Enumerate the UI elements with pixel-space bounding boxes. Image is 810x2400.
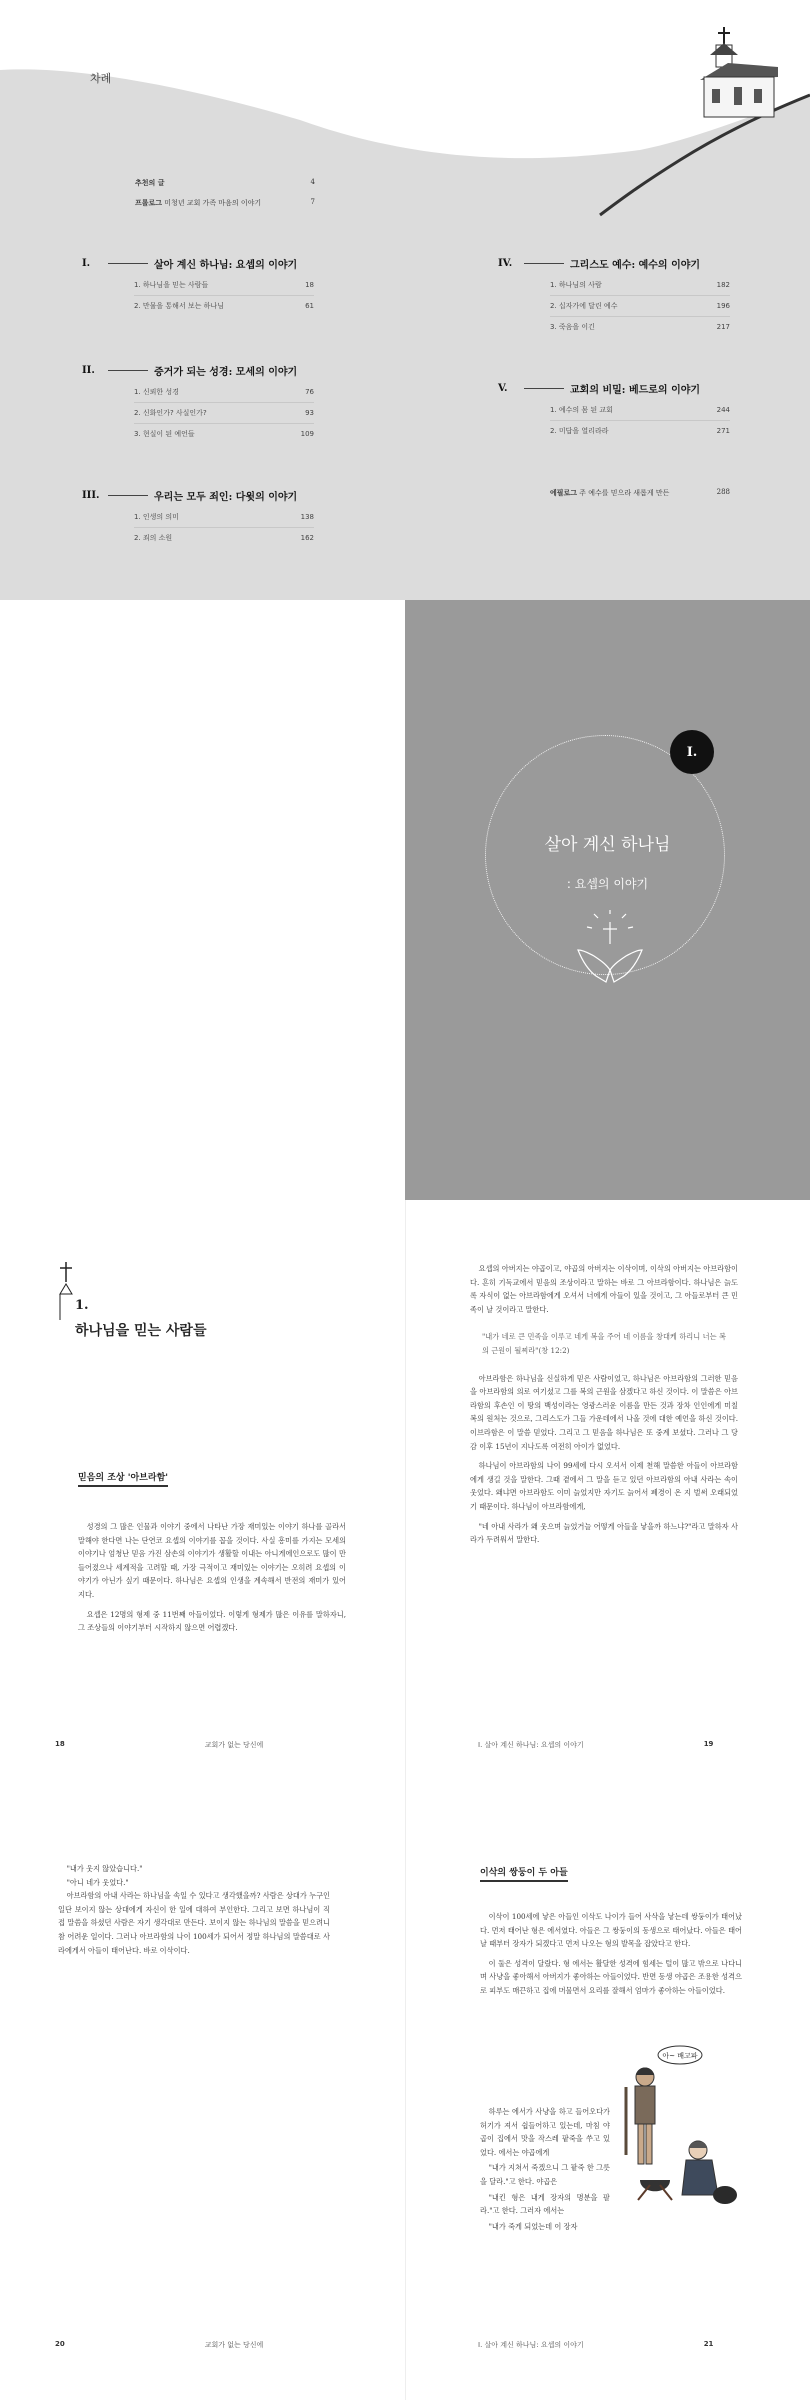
chapter-cover-title: 살아 계신 하나님: [544, 835, 671, 855]
toc-item-page: 217: [716, 323, 730, 331]
book-spread-20-21: [0, 1800, 810, 2400]
chapter-number: 1.: [75, 1298, 89, 1313]
praying-hands-icon: [570, 910, 650, 990]
toc-preface-label: 추천의 글: [135, 178, 165, 187]
toc-item-label: 2. 미답을 열리라라: [550, 427, 609, 435]
toc-epilogue-page: 288: [716, 488, 730, 496]
toc-part-num: IV.: [498, 257, 513, 269]
book-spread-18-19: [0, 1200, 810, 1800]
dialogue-line: "내가 웃지 않았습니다.": [66, 1864, 143, 1873]
toc-part-num: V.: [498, 382, 508, 394]
toc-part-rule: [108, 495, 148, 496]
running-title: 교회가 없는 당신에: [204, 2341, 264, 2349]
chapter-cover-spread: [0, 600, 810, 1200]
toc-part-head: [498, 255, 730, 271]
page-number: 21: [703, 2340, 714, 2348]
running-title: 교회가 없는 당신에: [204, 1741, 264, 1749]
paragraph: 성경의 그 많은 인물과 이야기 중에서 나타난 가장 재미있는 이야기 하나를 골라서 말해야 한다면 나는 단연코 요셉의 이야기를 꼽을 것이다. 사실 흥미를 가지는 모세의 이야기나 엄청난 믿음 가진 삼손의 이야기가 생활할 이내는 아니게에인으로도 많이 만들어졌으나 세계적을 고려할 때, 가장 극적이고 재미있는 이야기는 오히려 요셉의 이야기가 아닌가 싶기 때문이다. 하나님은 요셉의 인생을 계속해서 반전의 재미가 있어지다.: [78, 1522, 346, 1599]
toc-item[interactable]: [134, 275, 314, 296]
toc-item[interactable]: [134, 528, 314, 549]
paragraph: 아브라함의 아내 사라는 하나님을 속일 수 있다고 생각했을까? 사람은 상대가 누구인 일단 보이지 않는 상대에게 자신이 한 일에 대하여 부인한다. 그리고 보면 하나님이 직접 말씀을 하셨던 사람은 자기 생각대로 만든다. 보이지 않는 하나님의 말씀을 믿으려니 참 어려운 일이다. 그러나 아브라함의 나이 100세가 되어서 정말 하나님의 말씀대로 사라에게서 아들이 태어난다. 바로 이삭이다.: [58, 1891, 330, 1955]
toc-item-page: 196: [716, 302, 730, 310]
toc-item-label: 1. 인생의 의미: [134, 513, 179, 521]
toc-prologue-label: 프롤로그: [135, 198, 163, 207]
toc-preface-page: 4: [310, 178, 315, 186]
toc-epilogue-labelgroup: [550, 488, 669, 498]
toc-item[interactable]: [134, 424, 314, 445]
esau-jacob-illustration: [600, 2045, 740, 2215]
toc-item-page: 271: [716, 427, 730, 435]
page-number: 19: [703, 1740, 714, 1748]
section-subhead: 믿음의 조상 '아브라함': [78, 1470, 168, 1487]
toc-item-label: 3. 죽음을 이긴: [550, 323, 595, 331]
chapter-title: 하나님을 믿는 사람들: [75, 1323, 207, 1339]
toc-item[interactable]: [134, 382, 314, 403]
toc-part-rule: [108, 263, 148, 264]
toc-item-label: 1. 하나님의 사람: [550, 281, 602, 289]
toc-item[interactable]: [550, 275, 730, 296]
paragraph: 이 둘은 성격이 달랐다. 형 에서는 활달한 성격에 힘세는 털이 많고 밖으로 나다니며 사냥을 좋아해서 아버지가 좋아하는 아들이었다. 반면 동생 야곱은 조용한 성격으로 피부도 매끈하고 집에 머물면서 요리를 잘해서 엄마가 좋아하는 아들이었다.: [480, 1958, 742, 1995]
paragraph: 하나님이 아브라함의 나이 99세에 다시 오셔서 이제 천해 말씀한 아들이 아브라함에게 생길 것을 말한다. 그때 곁에서 그 말을 듣고 있던 아브라함의 아내 사라는 속이 웃었다. 왜냐면 아브라함도 이미 늙었지만 자기도 늙어서 폐경이 온 지 벌써 오래되었기 때문이다. 하나님이 아브라함에게,: [470, 1461, 738, 1511]
toc-item[interactable]: [550, 317, 730, 338]
scripture-quote: "내가 네로 큰 민족을 이루고 네게 복을 주어 네 이름을 창대케 하리니 너는 복의 근원이 될찌라"(창 12:2): [482, 1332, 726, 1355]
toc-part-title: 증거가 되는 성경: 모세의 이야기: [154, 366, 298, 378]
toc-item-page: 138: [300, 513, 314, 521]
paragraph: 이삭이 100세에 낳은 아들인 이삭도 나이가 들어 사삭을 낳는데 쌍둥이가 태어났다. 먼저 태어난 형은 에서였다. 아들은 그 쌍둥이의 동생으로 태어났다. 아들은 태어날 때부터 장자가 되겠다고 먼저 나오는 형의 발목을 잡았다고 한다.: [480, 1912, 742, 1949]
body-text-right-narrow: [480, 2105, 610, 2235]
toc-part-rule: [108, 370, 148, 371]
toc-item-page: 61: [305, 302, 314, 310]
toc-item-page: 182: [716, 281, 730, 289]
body-text-left: [58, 1862, 330, 1963]
footer-left: [55, 2340, 263, 2350]
dialogue-line: "아니 네가 웃었다.": [66, 1877, 129, 1887]
body-text-right: [470, 1262, 738, 1553]
chapter-cover-subtitle: : 요셉의 이야기: [566, 877, 649, 891]
toc-part-title: 그리스도 예수: 예수의 이야기: [570, 259, 701, 271]
toc-part-rule: [524, 388, 564, 389]
toc-preface-row[interactable]: [135, 178, 315, 188]
toc-part-2[interactable]: [82, 362, 314, 445]
toc-item-page: 244: [716, 406, 730, 414]
toc-part-num: III.: [82, 489, 100, 501]
paragraph: "네 아내 사라가 왜 웃으며 늙었거늘 어떻게 아들을 낳을까 하느냐?"라고 말하자 사라가 두려워서 말한다.: [470, 1521, 738, 1545]
paragraph: 요셉은 12명의 형제 중 11번째 아들이었다. 이렇게 형제가 많은 이유를 말하자니, 그 조상들의 이야기부터 시작하지 않으면 어렵겠다.: [78, 1609, 346, 1633]
toc-part-5[interactable]: [498, 380, 730, 442]
footer-left: [55, 1740, 263, 1750]
toc-item-label: 1. 하나님을 믿는 사람들: [134, 281, 209, 289]
toc-part-num: I.: [82, 257, 91, 269]
toc-part-rule: [524, 263, 564, 264]
running-title: I. 살아 계신 하나님: 요셉의 이야기: [478, 2341, 584, 2349]
toc-part-items: [134, 507, 314, 549]
speech-bubble-text: 아~ 배고파: [662, 2052, 698, 2060]
toc-item-page: 18: [305, 281, 314, 289]
gutter: [405, 1200, 406, 1800]
body-text-right: [480, 1910, 742, 2004]
toc-part-items: [134, 275, 314, 317]
toc-epilogue-sub: 주 예수를 믿으라 새롭게 만든: [579, 489, 670, 497]
toc-part-3[interactable]: [82, 487, 314, 549]
chapter-cover-panel: [405, 600, 810, 1200]
toc-item-label: 2. 신화인가? 사실인가?: [134, 409, 207, 417]
section-subhead: 이삭의 쌍둥이 두 아들: [480, 1865, 568, 1882]
paragraph: 아브라함은 하나님을 신실하게 믿은 사람이었고, 하나님은 아브라함의 그러한 믿음을 아브라함의 의로 여기셨고 그를 복의 근원을 삼겠다고 하신 것이다. 이 말씀은 아브라함의 후손인 이 땅의 백성이라는 영광스러운 이름을 만든 것과 장차 인인에게 미칠 복의 원처는 것으로, 그리스도가 그들 가운데에서 나올 것에 대한 예언을 하신 것이다. 이브라함은 이 말씀 믿었다. 그리고 그 믿음을 하나님은 또 중계 보셨다. 그러나 그 당감 이후 15년이 지나도록 여전히 아이가 없었다.: [470, 1373, 738, 1451]
paragraph: "내킨 형은 내게 장자의 명분을 팔라."고 한다. 그러자 에서는: [480, 2192, 610, 2216]
paragraph: "내가 지쳐서 죽겠으니 그 팥죽 한 그릇을 달라."고 한다. 야곱은: [480, 2163, 610, 2186]
toc-part-items: [134, 382, 314, 445]
paragraph: 하루는 에서가 사냥을 하고 들어오다가 허기가 져서 쉽들어하고 있는데, 마침 야곱이 집에서 맛을 작스레 팥죽을 쑤고 있었다. 에서는 야곱에게: [480, 2107, 610, 2157]
toc-part-head: [82, 487, 314, 503]
toc-part-head: [82, 362, 314, 378]
toc-part-head: [82, 255, 314, 271]
paragraph: 요셉의 아버지는 야곱이고, 야곱의 아버지는 이삭이며, 이삭의 아버지는 아브라함이다. 흔히 기독교에서 믿음의 조상이라고 말하는 바로 그 아브라함이다. 하나님은 늙도록 자식이 없는 아브라함에게 오셔서 너에게 아들이 있을 것이고, 그 아들로부터 큰 민족이 날 것이라고 말한다.: [470, 1264, 738, 1314]
toc-item-page: 76: [305, 388, 314, 396]
toc-item[interactable]: [134, 296, 314, 317]
toc-item-label: 2. 죄의 소원: [134, 534, 173, 542]
page-number: 18: [55, 1740, 65, 1748]
toc-item[interactable]: [550, 421, 730, 442]
toc-item-label: 1. 신뢰한 성경: [134, 388, 179, 396]
paragraph: "내가 죽게 되었는데 이 장자: [488, 2221, 578, 2231]
toc-prologue-labelgroup: [135, 198, 261, 208]
toc-item-label: 2. 만물을 통해서 보는 하나님: [134, 302, 224, 310]
toc-item[interactable]: [134, 507, 314, 528]
toc-item-label: 3. 현실이 된 예언들: [134, 430, 195, 438]
toc-part-items: [550, 400, 730, 442]
page-number: 20: [55, 2340, 65, 2348]
church-icon: [690, 25, 780, 120]
toc-part-num: II.: [82, 364, 95, 376]
gutter: [405, 1800, 406, 2400]
toc-title: 차례: [90, 72, 112, 85]
toc-prologue-page: 7: [310, 198, 315, 206]
toc-item[interactable]: [134, 403, 314, 424]
chapter-number-badge: I.: [670, 730, 714, 774]
toc-epilogue-label: 에필로그: [550, 488, 578, 497]
toc-item-label: 2. 십자가에 달린 예수: [550, 302, 618, 310]
footer-right: [478, 1740, 713, 1750]
toc-part-title: 우리는 모두 죄인: 다윗의 이야기: [154, 491, 298, 503]
toc-item-label: 1. 예수의 몸 된 교회: [550, 406, 613, 414]
toc-item-page: 109: [300, 430, 314, 438]
toc-part-head: [498, 380, 730, 396]
body-text-left: [78, 1520, 346, 1641]
toc-part-title: 교회의 비밀: 베드로의 이야기: [570, 384, 701, 396]
toc-item[interactable]: [550, 400, 730, 421]
toc-page: [0, 0, 810, 600]
toc-prologue-row[interactable]: [135, 198, 315, 208]
toc-part-4[interactable]: [498, 255, 730, 338]
toc-item-page: 93: [305, 409, 314, 417]
footer-right: [478, 2340, 713, 2350]
running-title: I. 살아 계신 하나님: 요셉의 이야기: [478, 1741, 584, 1749]
toc-part-items: [550, 275, 730, 338]
toc-item[interactable]: [550, 296, 730, 317]
toc-epilogue-row[interactable]: [550, 488, 730, 498]
toc-part-1[interactable]: [82, 255, 314, 317]
toc-prologue-sub: 미청년 교회 가족 마음의 이야기: [164, 199, 262, 207]
toc-part-title: 살아 계신 하나님: 요셉의 이야기: [154, 259, 298, 271]
toc-item-page: 162: [300, 534, 314, 542]
